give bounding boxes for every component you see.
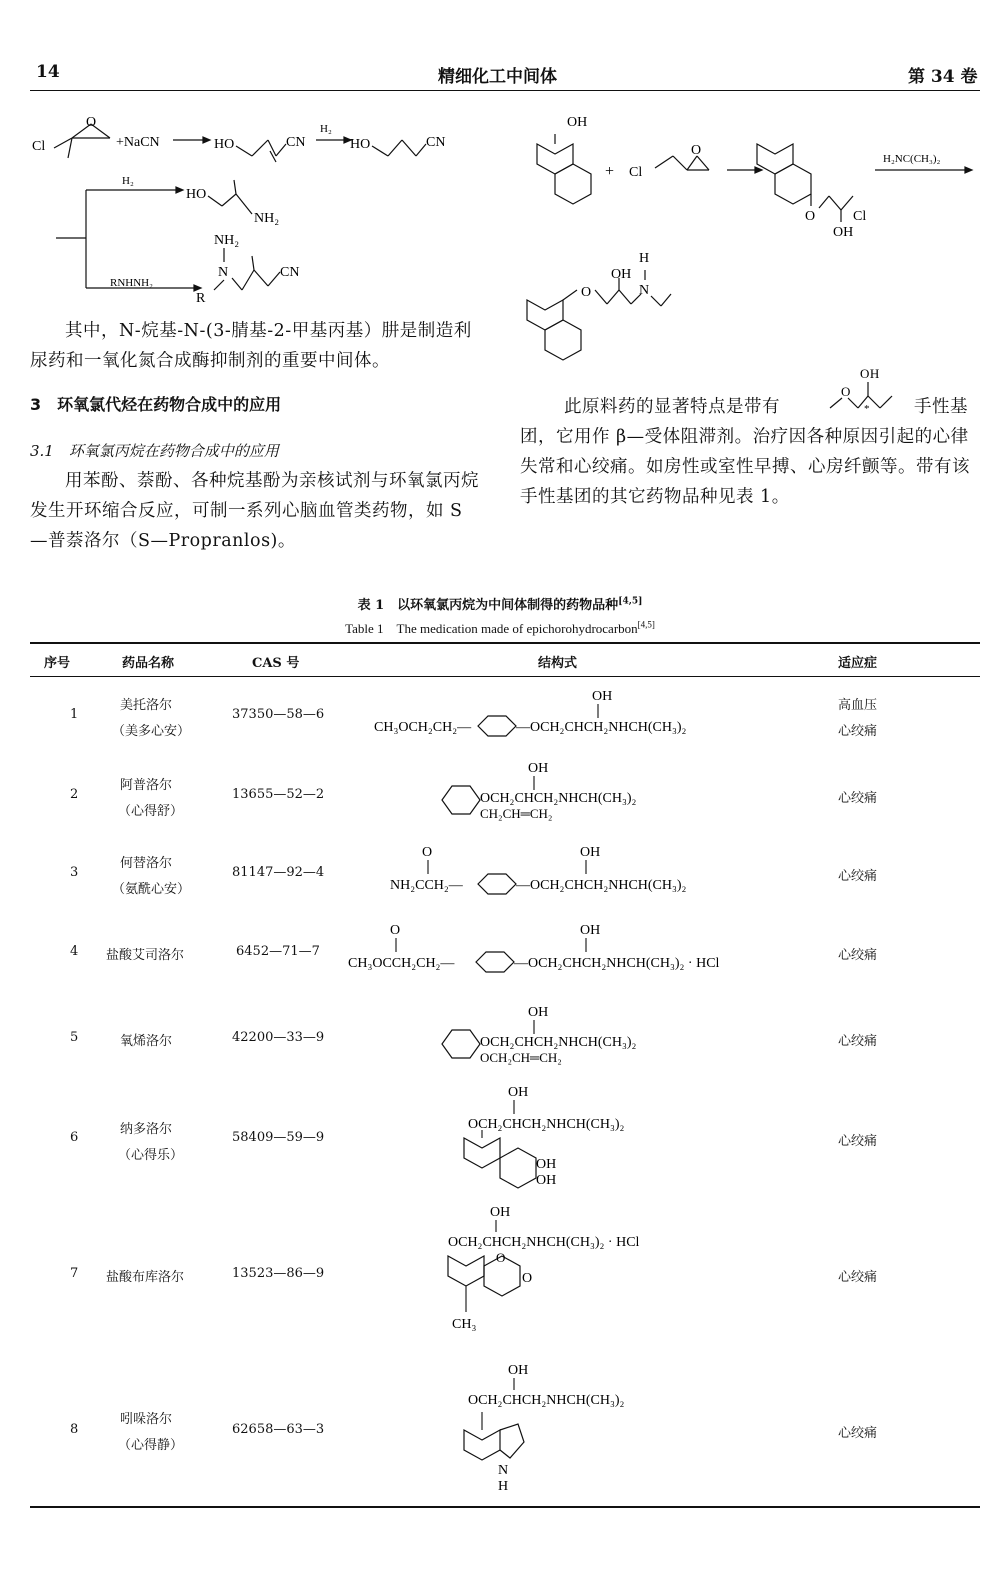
- s2-cl2: Cl: [853, 209, 867, 224]
- r8-n: N: [498, 1463, 509, 1478]
- th-number: 序号: [44, 656, 71, 671]
- paragraph-chiral: [520, 366, 980, 512]
- th-name: 药品名称: [122, 656, 175, 671]
- row4-cas: 6452—71—7: [236, 944, 320, 959]
- table-caption-en-text: Table 1 The medication made of epichorohydrocarbon: [345, 621, 638, 636]
- section-3-1-heading: 3.1 环氧氯丙烷在药物合成中的应用: [30, 442, 279, 460]
- s2-cl: Cl: [629, 165, 643, 180]
- section-3-heading: 3 环氧氯代烃在药物合成中的应用: [30, 395, 282, 414]
- row2-ind: 心绞痛: [838, 791, 878, 806]
- row7-cas: 13523—86—9: [232, 1266, 325, 1281]
- paragraph-hydrazine: 其中，N-烷基-N-(3-腈基-2-甲基丙基）肼是制造利尿药和一氧化氮合成酶抑制剂的重要中间体。: [30, 321, 472, 371]
- journal-title: 精细化工中间体: [438, 67, 557, 87]
- r6-oh-b: OH: [536, 1173, 557, 1188]
- row4-no: 4: [70, 944, 79, 959]
- r1-oh: OH: [592, 689, 613, 704]
- row1-cas: 37350—58—6: [232, 707, 325, 722]
- th-cas: CAS 号: [252, 656, 300, 671]
- row4-ind: 心绞痛: [838, 948, 878, 963]
- row2-alias: （心得舒）: [118, 804, 184, 819]
- row7-name: 盐酸布库洛尔: [106, 1270, 185, 1285]
- r5-oh: OH: [528, 1005, 549, 1020]
- motif-star: *: [864, 403, 870, 415]
- page-number: 14: [36, 62, 60, 82]
- row1-structure: [370, 684, 790, 744]
- header-rule: [30, 90, 980, 91]
- table-header-rule: [30, 676, 980, 677]
- r1-right: —OCH₂CHCH₂NHCH(CH₃)₂: [516, 720, 687, 735]
- r3-oh: OH: [580, 845, 601, 860]
- row7-structure: [444, 1200, 714, 1346]
- motif-o: O: [841, 384, 851, 399]
- r6-oh: OH: [508, 1085, 529, 1100]
- r4-oh: OH: [580, 923, 601, 938]
- r6-oh-a: OH: [536, 1157, 557, 1172]
- chiral-text-after: 手性基: [914, 397, 968, 417]
- r2-bottom: CH₂CH═CH₂: [480, 806, 553, 821]
- s1-o: O: [86, 115, 97, 130]
- row4-structure: [346, 920, 786, 976]
- chiral-text-rest: 团，它用作 β—受体阻滞剂。治疗因各种原因引起的心律失常和心绞痛。如房性或室性早搏、心房纤颤等。带有该手性基团的其它药物品种见表 1。: [520, 427, 970, 507]
- row6-ind: 心绞痛: [838, 1134, 878, 1149]
- row8-no: 8: [70, 1422, 79, 1437]
- row5-cas: 42200—33—9: [232, 1030, 325, 1045]
- chiral-text-before: 此原料药的显著特点是带有: [564, 397, 780, 417]
- row3-ind: 心绞痛: [838, 869, 878, 884]
- row8-ind: 心绞痛: [838, 1426, 878, 1441]
- chiral-motif: [808, 364, 908, 416]
- motif-oh: OH: [860, 366, 880, 381]
- s2-ring-o: O: [805, 209, 816, 224]
- table-top-rule: [30, 642, 980, 644]
- table-caption-cn: [0, 594, 1000, 613]
- s2-reagent: H₂NC(CH₃)₂: [883, 153, 941, 165]
- s1-rnhnh2: RNHNH₂: [110, 277, 153, 289]
- r5-bottom: OCH₂CH═CH₂: [480, 1050, 562, 1065]
- r6-top: OCH₂CHCH₂NHCH(CH₃)₂: [468, 1117, 625, 1132]
- row1-ind2: 心绞痛: [838, 724, 878, 739]
- r5-top: OCH₂CHCH₂NHCH(CH₃)₂: [480, 1035, 637, 1050]
- s2-oh: OH: [567, 115, 588, 130]
- r7-ketone: O: [522, 1271, 533, 1286]
- s1-nacn: +NaCN: [116, 135, 160, 150]
- s1-h2-top: H₂: [320, 123, 332, 135]
- row2-no: 2: [70, 787, 79, 802]
- row5-no: 5: [70, 1030, 79, 1045]
- s2-p-oh: OH: [611, 267, 632, 282]
- s1-cn1: CN: [286, 135, 306, 150]
- s1-cn2: CN: [426, 135, 446, 150]
- th-structure: 结构式: [538, 656, 578, 671]
- r3-right: —OCH₂CHCH₂NHCH(CH₃)₂: [516, 878, 687, 893]
- r4-o: O: [390, 923, 401, 938]
- r8-top: OCH₂CHCH₂NHCH(CH₃)₂: [468, 1393, 625, 1408]
- row6-no: 6: [70, 1130, 79, 1145]
- r7-oh: OH: [490, 1205, 511, 1220]
- s2-oh2: OH: [833, 225, 854, 240]
- r4-right: —OCH₂CHCH₂NHCH(CH₃)₂ · HCl: [514, 956, 720, 971]
- row8-name: 吲哚洛尔: [120, 1412, 173, 1427]
- row4-name: 盐酸艾司洛尔: [106, 948, 185, 963]
- s2-p-n: N: [639, 283, 650, 298]
- th-indication: 适应症: [838, 656, 878, 671]
- s1-cl: Cl: [32, 139, 46, 154]
- row6-structure: [462, 1080, 722, 1196]
- r8-h: H: [498, 1479, 509, 1494]
- row3-name: 何替洛尔: [120, 856, 173, 871]
- row2-name: 阿普洛尔: [120, 778, 173, 793]
- row8-alias: （心得静）: [118, 1438, 184, 1453]
- row7-ind: 心绞痛: [838, 1270, 878, 1285]
- row1-ind: 高血压: [838, 698, 878, 713]
- row2-structure: [436, 756, 736, 830]
- row1-alias: （美多心安）: [112, 724, 191, 739]
- s2-plus: +: [605, 163, 615, 180]
- table-caption-en: [0, 618, 1000, 637]
- r2-top: OCH₂CHCH₂NHCH(CH₃)₂: [480, 791, 637, 806]
- r7-ch3: CH₃: [452, 1317, 477, 1332]
- row1-name: 美托洛尔: [120, 698, 173, 713]
- s2-p-o: O: [581, 285, 592, 300]
- row6-name: 纳多洛尔: [120, 1122, 173, 1137]
- table-bottom-rule: [30, 1506, 980, 1508]
- row3-structure: [386, 842, 786, 898]
- row1-no: 1: [70, 707, 79, 722]
- row3-cas: 81147—92—4: [232, 865, 325, 880]
- scheme-propranolol: [515, 110, 980, 365]
- scheme-epoxide-nitrile: [28, 110, 488, 310]
- row2-cas: 13655—52—2: [232, 787, 325, 802]
- r7-ring-o: O: [496, 1250, 506, 1265]
- s1-hyd-cn: CN: [280, 265, 300, 280]
- row5-name: 氧烯洛尔: [120, 1034, 173, 1049]
- s1-h2-branch: H₂: [122, 175, 134, 187]
- r3-o: O: [422, 845, 433, 860]
- row8-cas: 62658—63—3: [232, 1422, 325, 1437]
- r2-oh: OH: [528, 761, 549, 776]
- r7-top: OCH₂CHCH₂NHCH(CH₃)₂ · HCl: [448, 1235, 640, 1250]
- table-caption-cn-ref: [4,5]: [618, 596, 643, 607]
- table-caption-cn-text: 表 1 以环氧氯丙烷为中间体制得的药物品种: [357, 598, 619, 613]
- paragraph-epichlorohydrin: 用苯酚、萘酚、各种烷基酚为亲核试剂与环氧氯丙烷发生开环缩合反应，可制一系列心脑血管类药物，如 S—普萘洛尔（S—Propranlos)。: [30, 471, 479, 551]
- s2-o: O: [691, 143, 702, 158]
- row5-structure: [436, 1000, 736, 1074]
- table-caption-en-ref: [4,5]: [637, 619, 655, 630]
- r8-oh: OH: [508, 1363, 529, 1378]
- s1-nh2: NH₂: [254, 211, 280, 226]
- volume-label: 第 34 卷: [908, 67, 978, 87]
- row8-structure: [462, 1358, 722, 1498]
- row3-no: 3: [70, 865, 79, 880]
- row6-cas: 58409—59—9: [232, 1130, 325, 1145]
- r3-left: NH₂CCH₂—: [390, 878, 463, 893]
- s1-hyd-n: N: [218, 265, 229, 280]
- s1-ho1: HO: [214, 137, 235, 152]
- row5-ind: 心绞痛: [838, 1034, 878, 1049]
- row3-alias: （氨酰心安）: [112, 882, 191, 897]
- row7-no: 7: [70, 1266, 79, 1281]
- s1-ho3: HO: [186, 187, 207, 202]
- r4-left: CH₃OCCH₂CH₂—: [348, 956, 455, 971]
- s1-hyd-nh2: NH₂: [214, 233, 240, 248]
- r1-left: CH₃OCH₂CH₂—: [374, 720, 472, 735]
- row6-alias: （心得乐）: [118, 1148, 184, 1163]
- s1-ho2: HO: [350, 137, 371, 152]
- s2-p-h: H: [639, 251, 650, 266]
- s1-hyd-r: R: [196, 291, 206, 306]
